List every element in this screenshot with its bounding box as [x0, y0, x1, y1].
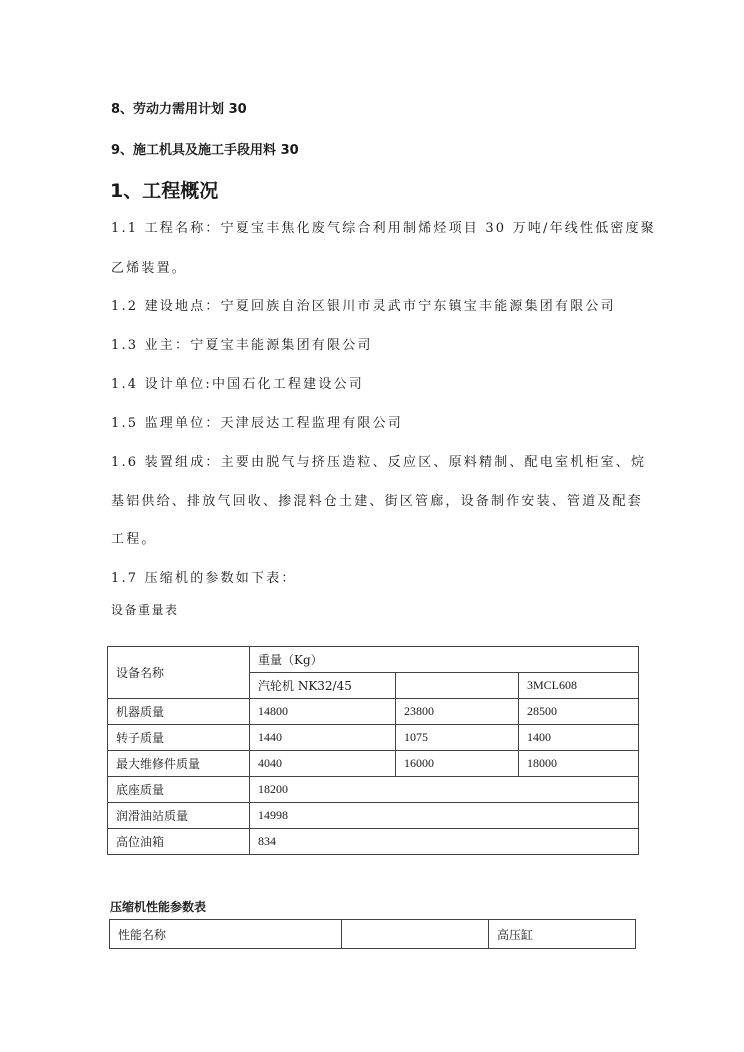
row-label: 最大维修件质量 [108, 751, 250, 777]
row-label: 底座质量 [108, 777, 250, 803]
table-row [108, 725, 639, 751]
row-label: 润滑油站质量 [108, 803, 250, 829]
header-3mcl608: 3MCL608 [519, 673, 639, 699]
row-label: 高位油箱 [108, 829, 250, 855]
perf-table-caption: 压缩机性能参数表 [110, 900, 207, 914]
cell-value: 18000 [519, 751, 639, 777]
para-location: 1.2 建设地点：宁夏回族自治区银川市灵武市宁东镇宝丰能源集团有限公司 [111, 299, 616, 314]
cell-value: 4040 [250, 751, 396, 777]
row-label: 机器质量 [108, 699, 250, 725]
toc-item-equipment-materials: 9、施工机具及施工手段用料 30 [111, 143, 299, 158]
table-header-row [110, 920, 636, 949]
section-heading: 1、工程概况 [110, 180, 219, 202]
header-high-pressure-cylinder: 高压缸 [489, 920, 636, 949]
weight-table [107, 646, 639, 855]
para-design-unit: 1.4 设计单位:中国石化工程建设公司 [111, 377, 364, 392]
table-row [108, 829, 639, 855]
cell-value: 834 [250, 829, 639, 855]
cell-value: 1075 [396, 725, 519, 751]
cell-value: 16000 [396, 751, 519, 777]
para-compressor-params: 1.7 压缩机的参数如下表： [111, 571, 297, 586]
cell-value: 1400 [519, 725, 639, 751]
toc-item-labor-plan: 8、劳动力需用计划 30 [111, 102, 247, 117]
table-row [108, 751, 639, 777]
header-empty [396, 673, 519, 699]
cell-value: 14800 [250, 699, 396, 725]
performance-table [109, 919, 636, 949]
cell-value: 1440 [250, 725, 396, 751]
header-weight-group: 重量（Kg） [250, 647, 639, 673]
header-empty [342, 920, 489, 949]
cell-value: 18200 [250, 777, 639, 803]
weight-table-caption: 设备重量表 [111, 603, 179, 617]
header-turbine: 汽轮机 NK32/45 [250, 673, 396, 699]
para-composition-line3: 工程。 [111, 532, 157, 547]
header-equipment-name: 设备名称 [108, 647, 250, 699]
table-row [108, 699, 639, 725]
para-project-name-line2: 乙烯装置。 [111, 261, 188, 276]
cell-value: 23800 [396, 699, 519, 725]
row-label: 转子质量 [108, 725, 250, 751]
para-composition-line1: 1.6 装置组成：主要由脱气与挤压造粒、反应区、原料精制、配电室机柜室、烷 [111, 455, 647, 470]
table-header-row [108, 647, 639, 673]
table-row [108, 803, 639, 829]
para-composition-line2: 基铝供给、排放气回收、掺混料仓土建、街区管廊，设备制作安装、管道及配套 [111, 494, 644, 509]
para-owner: 1.3 业主：宁夏宝丰能源集团有限公司 [111, 338, 373, 353]
cell-value: 28500 [519, 699, 639, 725]
para-project-name-line1: 1.1 工程名称：宁夏宝丰焦化废气综合利用制烯烃项目 30 万吨/年线性低密度聚 [111, 221, 656, 236]
para-supervision-unit: 1.5 监理单位：天津辰达工程监理有限公司 [111, 416, 404, 431]
header-performance-name: 性能名称 [110, 920, 342, 949]
cell-value: 14998 [250, 803, 639, 829]
table-row [108, 777, 639, 803]
